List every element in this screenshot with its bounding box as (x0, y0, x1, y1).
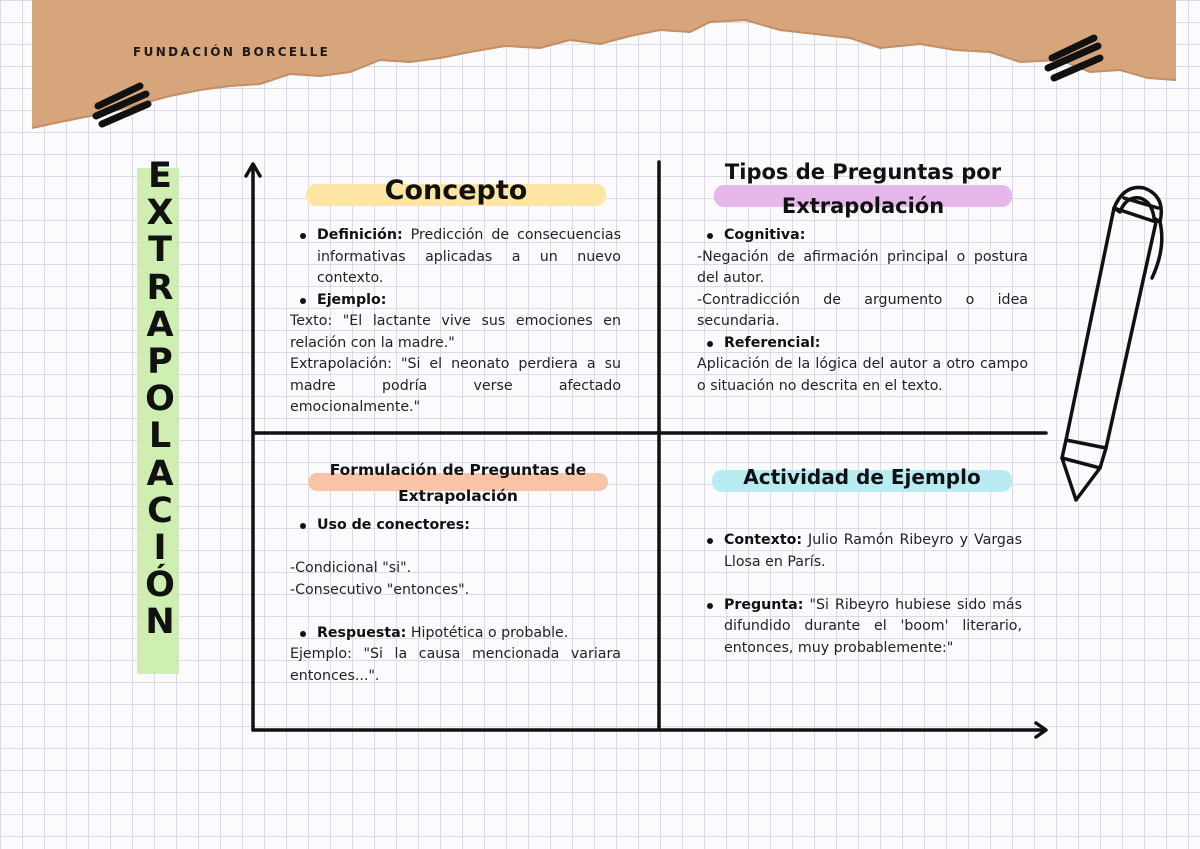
conectores-label: Uso de conectores: (317, 517, 470, 533)
concepto-heading: Concepto (384, 175, 528, 206)
referencial-item (697, 333, 1028, 355)
title-letter: I (153, 528, 167, 569)
pen-icon (1040, 178, 1180, 508)
pregunta-item (697, 595, 1022, 660)
title-letter: T (148, 230, 172, 271)
formulacion-content (290, 515, 621, 687)
contexto-item (697, 530, 1022, 573)
title-letter: R (146, 267, 174, 308)
tipos-content (697, 225, 1028, 397)
cognitiva-point-1: -Negación de afirmación principal o postura del autor. (697, 248, 1028, 286)
tipos-heading-line2: Extrapolación (781, 194, 945, 218)
contexto-text: Julio Ramón Ribeyro y Vargas Llosa en París. (724, 532, 1022, 570)
tipos-heading-line1: Tipos de Preguntas por (724, 160, 1002, 184)
title-letter: X (146, 193, 174, 234)
title-letter: L (148, 416, 172, 457)
brand-name: FUNDACIÓN BORCELLE (133, 45, 331, 59)
title-letter: N (145, 602, 175, 643)
referencial-label: Referencial: (724, 334, 821, 351)
extrapolacion-example: Extrapolación: "Si el neonato perdiera a su madre podría verse afectado emocionalmente." (290, 356, 621, 415)
pregunta-text: "Si Ribeyro hubiese sido más difundido durante el 'boom' literario, entonces, muy probablemente:" (724, 596, 1022, 656)
actividad-content (697, 530, 1022, 659)
concepto-content (290, 225, 621, 419)
formulacion-heading-line2: Extrapolación (398, 487, 518, 505)
conectores-item (290, 515, 621, 537)
contexto-label: Contexto: (724, 532, 803, 548)
cognitiva-point-2: -Contradicción de argumento o idea secundaria. (697, 291, 1028, 329)
ejemplo-label: Ejemplo: (317, 291, 387, 308)
title-letter: P (147, 342, 173, 383)
formulacion-heading (290, 457, 626, 509)
definicion-label: Definición: (317, 227, 403, 243)
respuesta-label: Respuesta: (317, 624, 407, 641)
cognitiva-item (697, 225, 1028, 247)
formulacion-heading-line1: Formulación de Preguntas de (329, 461, 587, 479)
definicion-text: Predicción de consecuencias informativas aplicadas a un nuevo contexto. (317, 227, 621, 286)
actividad-heading: Actividad de Ejemplo (743, 465, 981, 489)
cognitiva-label: Cognitiva: (724, 227, 806, 243)
definicion-item (290, 225, 621, 290)
respuesta-item (290, 623, 621, 645)
ejemplo-formulacion: Ejemplo: "Si la causa mencionada variara entonces...". (290, 646, 621, 684)
title-letter: E (148, 156, 172, 196)
title-letter: O (145, 379, 175, 420)
pregunta-label: Pregunta: (724, 596, 804, 613)
title-letter: C (147, 490, 173, 531)
ejemplo-item (290, 290, 621, 312)
title-letter: A (146, 304, 174, 345)
condicional-text: -Condicional "si". (290, 560, 412, 576)
referencial-text: Aplicación de la lógica del autor a otro campo o situación no descrita en el texto. (697, 356, 1028, 394)
title-letter: Ó (145, 565, 175, 606)
tipos-heading (690, 155, 1036, 223)
respuesta-text: Hipotética o probable. (406, 624, 569, 641)
texto-example: Texto: "El lactante vive sus emociones en relación con la madre." (290, 313, 621, 351)
title-letter: A (146, 453, 174, 494)
consecutivo-text: -Consecutivo "entonces". (290, 581, 470, 598)
